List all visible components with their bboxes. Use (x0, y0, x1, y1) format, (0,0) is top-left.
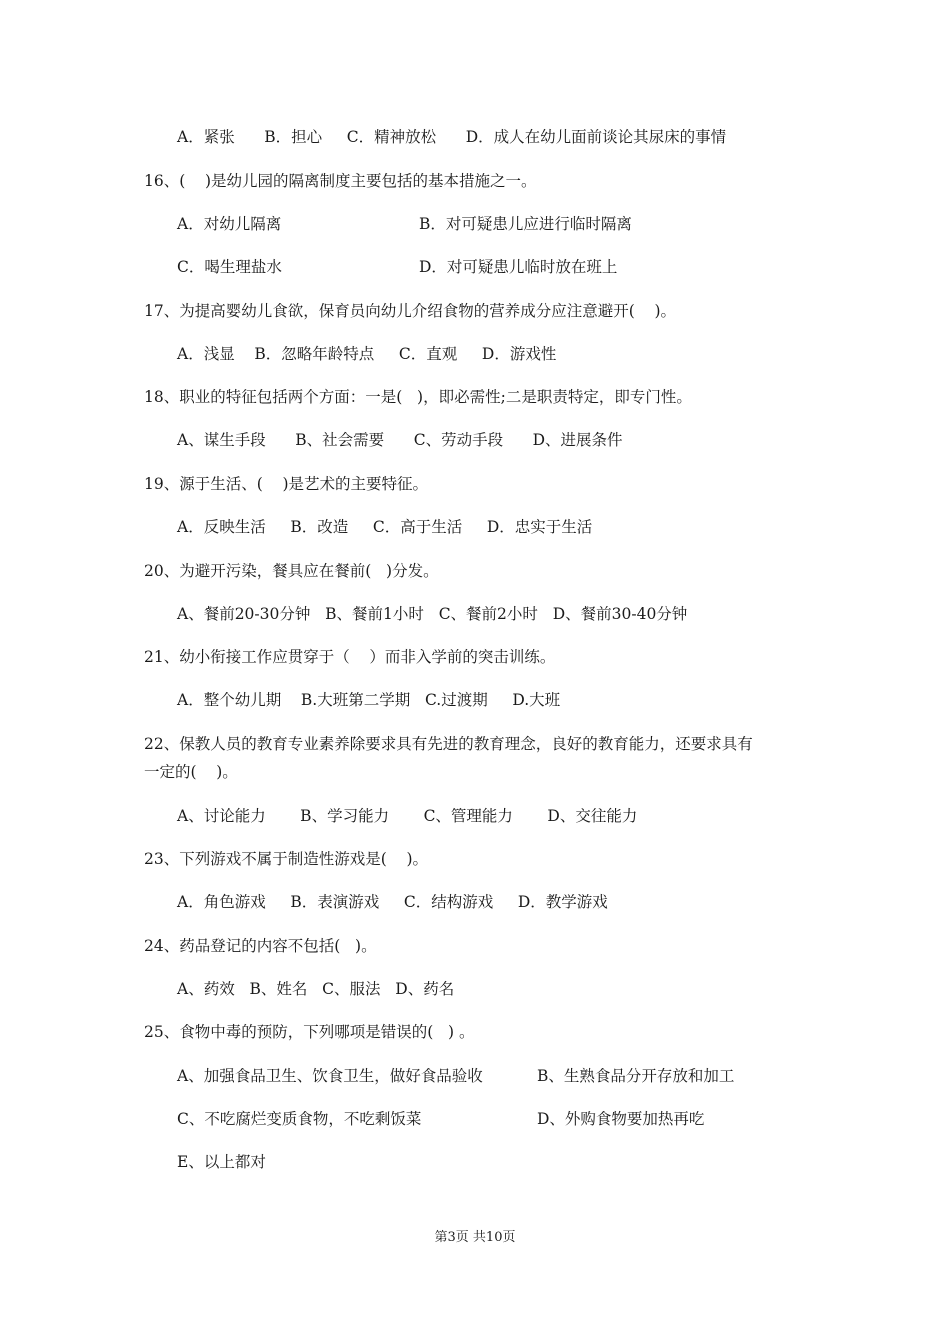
question-25-option-e: E、以上都对 (177, 1153, 266, 1171)
question-22-line-1: 22、保教人员的教育专业素养除要求具有先进的教育理念，良好的教育能力，还要求具有 (144, 735, 753, 753)
question-24: 24、药品登记的内容不包括( )。 (144, 937, 377, 955)
question-20-options: A、餐前20-30分钟 B、餐前1小时 C、餐前2小时 D、餐前30-40分钟 (177, 605, 688, 623)
question-25: 25、食物中毒的预防，下列哪项是错误的( ) 。 (144, 1023, 475, 1041)
question-22-options: A、讨论能力 B、学习能力 C、管理能力 D、交往能力 (177, 807, 638, 825)
question-16-option-d: D．对可疑患儿临时放在班上 (419, 258, 618, 276)
question-21-options: A．整个幼儿期 B.大班第二学期 C.过渡期 D.大班 (177, 691, 561, 709)
question-19-options: A．反映生活 B．改造 C．高于生活 D．忠实于生活 (177, 518, 593, 536)
question-16-option-b: B．对可疑患儿应进行临时隔离 (419, 215, 632, 233)
question-16: 16、( )是幼儿园的隔离制度主要包括的基本措施之一。 (144, 172, 537, 190)
question-21: 21、幼小衔接工作应贯穿于（ ）而非入学前的突击训练。 (144, 648, 556, 666)
question-25-option-a: A、加强食品卫生、饮食卫生，做好食品验收 (177, 1067, 483, 1085)
question-25-option-b: B、生熟食品分开存放和加工 (537, 1067, 735, 1085)
question-23-options: A．角色游戏 B．表演游戏 C．结构游戏 D．教学游戏 (177, 893, 608, 911)
question-22-line-2: 一定的( )。 (144, 763, 238, 781)
question-17-options: A．浅显 B．忽略年龄特点 C．直观 D．游戏性 (177, 345, 557, 363)
question-25-option-d: D、外购食物要加热再吃 (537, 1110, 705, 1128)
question-17: 17、为提高婴幼儿食欲，保育员向幼儿介绍食物的营养成分应注意避开( )。 (144, 302, 677, 320)
question-19: 19、源于生活、( )是艺术的主要特征。 (144, 475, 429, 493)
question-16-option-c: C．喝生理盐水 (177, 258, 282, 276)
question-16-option-a: A．对幼儿隔离 (177, 215, 282, 233)
question-18-options: A、谋生手段 B、社会需要 C、劳动手段 D、进展条件 (177, 431, 623, 449)
question-24-options: A、药效 B、姓名 C、服法 D、药名 (177, 980, 455, 998)
question-18: 18、职业的特征包括两个方面：一是( )，即必需性;二是职责特定，即专门性。 (144, 388, 692, 406)
question-15-options: A．紧张 B．担心 C．精神放松 D．成人在幼儿面前谈论其尿床的事情 (177, 128, 727, 146)
page-footer: 第3页 共10页 (434, 1230, 516, 1245)
question-25-option-c: C、不吃腐烂变质食物，不吃剩饭菜 (177, 1110, 422, 1128)
question-23: 23、下列游戏不属于制造性游戏是( )。 (144, 850, 429, 868)
question-20: 20、为避开污染，餐具应在餐前( )分发。 (144, 562, 439, 580)
